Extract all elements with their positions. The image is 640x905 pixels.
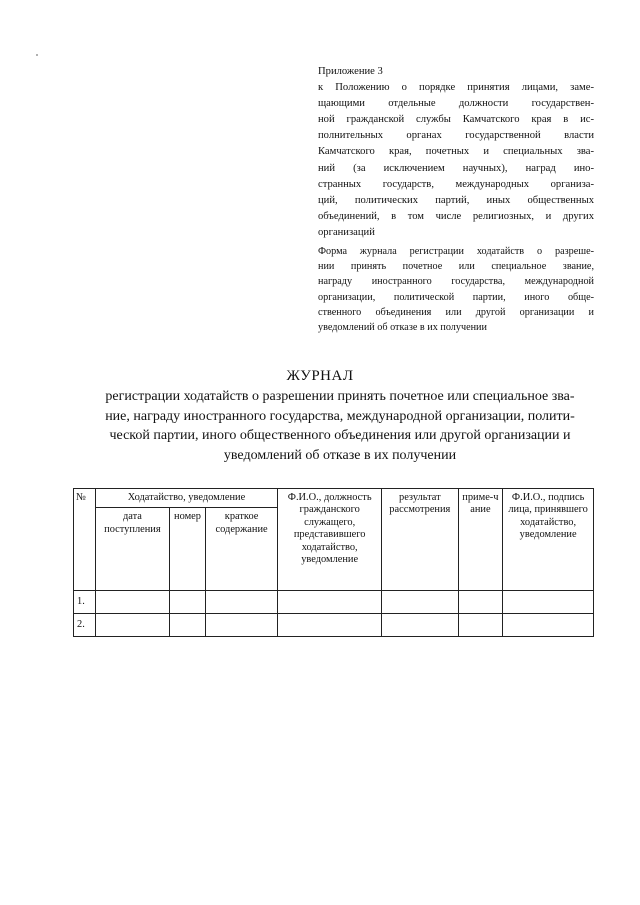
table-cell bbox=[382, 614, 459, 637]
table-row bbox=[74, 591, 594, 614]
table-cell bbox=[503, 614, 594, 637]
form-description bbox=[318, 244, 594, 335]
document-subtitle bbox=[80, 387, 600, 465]
header-petition-group: Ходатайство, уведомление bbox=[95, 489, 278, 508]
header-fio-submitter: Ф.И.О., должность гражданского служащего, представившего ходатайство, уведомление bbox=[278, 489, 382, 591]
header-note: приме-чание bbox=[458, 489, 503, 591]
table-cell bbox=[458, 614, 503, 637]
header-num: номер bbox=[170, 508, 206, 591]
header-number: № bbox=[74, 489, 96, 591]
table-header-row bbox=[74, 489, 594, 508]
form-description-line: нии принять почетное или специальное звание, bbox=[318, 261, 594, 273]
table-cell bbox=[278, 591, 382, 614]
appendix-line: странных государств, международных организа- bbox=[318, 178, 594, 190]
header-summary: краткое содержание bbox=[205, 508, 277, 591]
table-cell bbox=[382, 591, 459, 614]
row-number: 1. bbox=[74, 591, 96, 614]
appendix-line: ной гражданской службы Камчатского края в ис- bbox=[318, 114, 594, 126]
appendix-heading: Приложение 3 bbox=[318, 66, 383, 77]
appendix-line: ций, политических партий, иных общественных bbox=[318, 194, 594, 206]
table-cell bbox=[170, 614, 206, 637]
table-cell bbox=[205, 614, 277, 637]
form-description-line: Форма журнала регистрации ходатайств о разреше- bbox=[318, 246, 594, 257]
subtitle-line: ческой партии, иного общественного объединения или другой организации и bbox=[109, 428, 571, 443]
form-description-line: уведомлений об отказе в их получении bbox=[318, 322, 487, 334]
journal-table bbox=[73, 488, 594, 637]
appendix-line: щающими отдельные должности государствен- bbox=[318, 98, 594, 110]
subtitle-line: ние, награду иностранного государства, международной организации, полити- bbox=[105, 408, 575, 424]
appendix-line: организаций bbox=[318, 226, 375, 238]
row-number: 2. bbox=[74, 614, 96, 637]
appendix-note bbox=[318, 64, 594, 241]
appendix-line: Камчатского края, почетных и специальных зва- bbox=[318, 146, 594, 158]
table-cell bbox=[458, 591, 503, 614]
header-fio-receiver: Ф.И.О., подпись лица, принявшего ходатайство, уведомление bbox=[503, 489, 594, 591]
subtitle-line: регистрации ходатайств о разрешении принять почетное или специальное зва- bbox=[105, 389, 575, 404]
table-row bbox=[74, 614, 594, 637]
form-description-line: ственного объединения или другой организации и bbox=[318, 306, 594, 318]
appendix-line: полнительных органах государственной власти bbox=[318, 130, 594, 142]
scan-speck bbox=[36, 54, 38, 56]
appendix-line: объединений, в том числе религиозных, и других bbox=[318, 210, 594, 222]
form-description-line: награду иностранного государства, международной bbox=[318, 276, 594, 288]
appendix-line: к Положению о порядке принятия лицами, заме- bbox=[318, 82, 594, 94]
table-cell bbox=[170, 591, 206, 614]
table-cell bbox=[95, 591, 169, 614]
subtitle-line: уведомлений об отказе в их получении bbox=[223, 447, 457, 463]
document-title: ЖУРНАЛ bbox=[286, 368, 354, 384]
table-cell bbox=[205, 591, 277, 614]
header-date: дата поступления bbox=[95, 508, 169, 591]
table-cell bbox=[503, 591, 594, 614]
header-result: результат рассмотрения bbox=[382, 489, 459, 591]
form-description-line: организации, политической партии, иного обще- bbox=[318, 291, 594, 303]
table-cell bbox=[95, 614, 169, 637]
table-cell bbox=[278, 614, 382, 637]
appendix-line: ний (за исключением научных), наград ино- bbox=[318, 162, 594, 174]
